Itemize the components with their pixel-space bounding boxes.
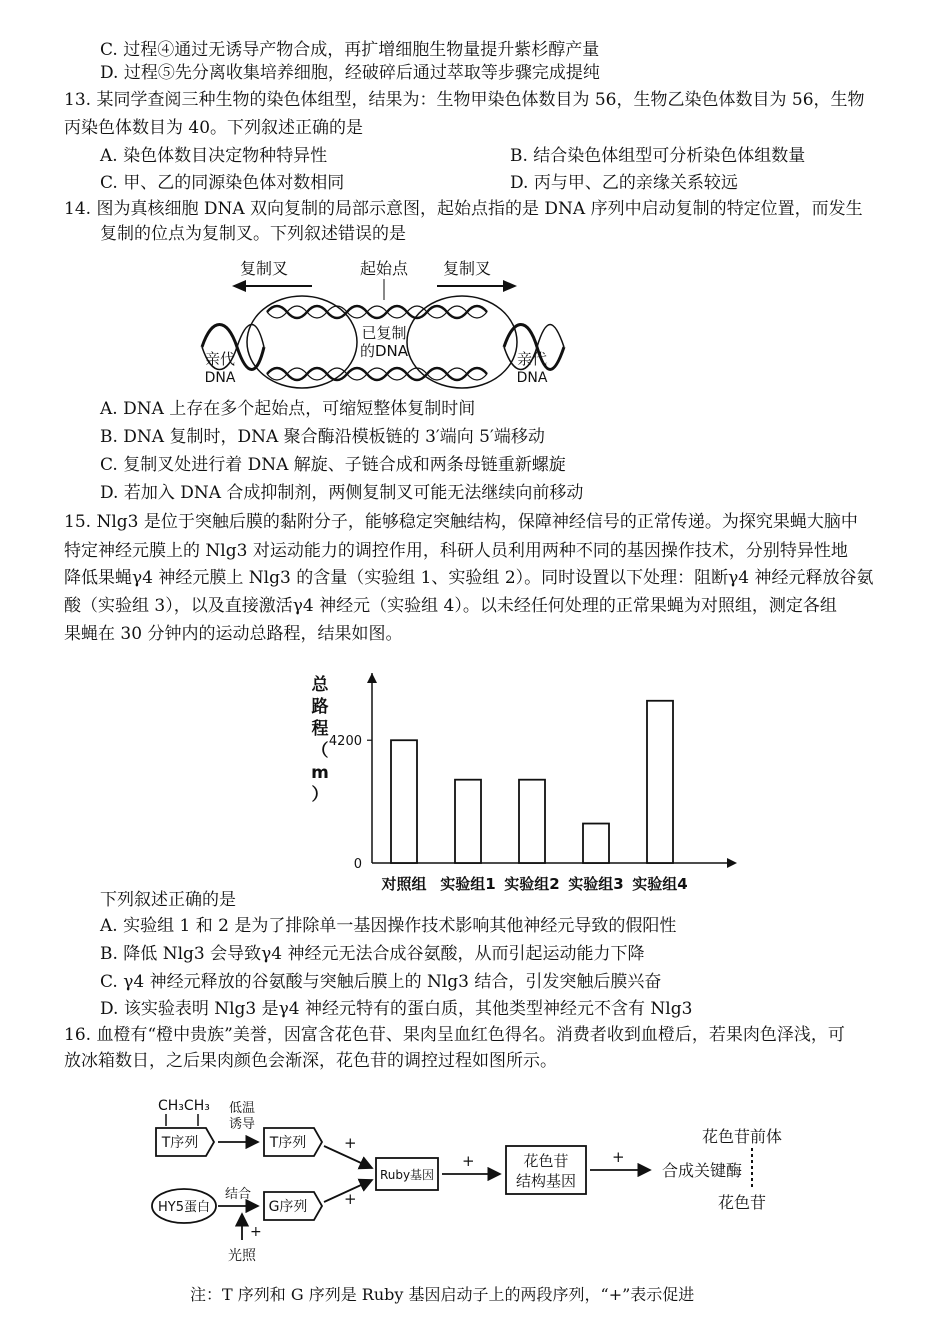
enzyme-label: 合成关键酶 (661, 1161, 743, 1180)
dna-replication-diagram (192, 252, 572, 392)
fork-right-arrow (437, 280, 517, 292)
g-sequence-label: G序列 (268, 1199, 308, 1215)
q15-question: 下列叙述正确的是 (100, 890, 236, 910)
q14-stem-line1: 14. 图为真核细胞 DNA 双向复制的局部示意图，起始点指的是 DNA 序列中启动复制的特定位置，而发生 (64, 199, 863, 219)
q16-note: 注：T 序列和 G 序列是 Ruby 基因启动子上的两段序列，“+”表示促进 (190, 1285, 695, 1304)
q14-option-b: B. DNA 复制时，DNA 聚合酶沿模板链的 3′端向 5′端移动 (100, 427, 545, 447)
product-label: 花色苷 (717, 1193, 767, 1212)
g-promote-plus: + (344, 1190, 357, 1208)
fork-right-label: 复制叉 (442, 259, 492, 278)
precursor-label: 花色苷前体 (701, 1127, 783, 1146)
light-label: 光照 (228, 1248, 256, 1264)
structural-gene-label-2: 结构基因 (515, 1172, 577, 1190)
y-axis-label-char: m (311, 763, 329, 783)
y-axis-label-char: 总 (311, 675, 329, 695)
q13-option-c: C. 甲、乙的同源染色体对数相同 (100, 173, 345, 193)
q14-option-d: D. 若加入 DNA 合成抑制剂，两侧复制叉可能无法继续向前移动 (100, 483, 584, 503)
q14-option-a: A. DNA 上存在多个起始点，可缩短整体复制时间 (100, 399, 476, 419)
replication-bubble-right (407, 296, 517, 388)
parent-label-left-1: 亲代 (204, 350, 236, 368)
low-temp-label-2: 诱导 (228, 1117, 256, 1132)
fork-left-arrow (232, 280, 312, 292)
x-category-label: 实验组3 (568, 875, 624, 893)
methyl-groups-label: CH₃CH₃ (158, 1098, 210, 1114)
parent-label-left-2: DNA (204, 370, 236, 386)
q15-option-a: A. 实验组 1 和 2 是为了排除单一基因操作技术影响其他神经元导致的假阳性 (100, 916, 677, 936)
t-sequence-label-1: T序列 (161, 1135, 199, 1151)
hy5-protein-label: HY5蛋白 (158, 1200, 210, 1215)
structural-gene-label-1: 花色苷 (523, 1152, 569, 1170)
y-tick-label: 0 (353, 857, 362, 872)
q15-option-c: C. γ4 神经元释放的谷氨酸与突触后膜上的 Nlg3 结合，引发突触后膜兴奋 (100, 972, 662, 992)
y-axis-label-char: ） (311, 785, 329, 805)
low-temp-label-1: 低温 (228, 1101, 256, 1116)
daughter-helix-top (267, 306, 487, 318)
bar (647, 701, 673, 863)
fork-left-label: 复制叉 (239, 259, 289, 278)
y-axis-arrow (367, 673, 377, 683)
bar (519, 780, 545, 863)
gene-promote-plus: + (612, 1148, 625, 1166)
bind-label: 结合 (224, 1187, 252, 1202)
t-sequence-label-2: T序列 (269, 1135, 307, 1151)
bar (583, 824, 609, 863)
t-promote-plus: + (344, 1134, 357, 1152)
q15-stem-line4: 酸（实验组 3），以及直接激活γ4 神经元（实验组 4）。以未经任何处理的正常果蝇为对照组，测定各组 (64, 596, 837, 616)
q14-stem-line2: 复制的位点为复制叉。下列叙述错误的是 (100, 224, 406, 244)
q14-option-c: C. 复制叉处进行着 DNA 解旋、子链合成和两条母链重新螺旋 (100, 455, 566, 475)
x-category-label: 实验组4 (632, 875, 688, 893)
replicated-label-2: 的DNA (359, 342, 409, 360)
x-axis-arrow (727, 858, 737, 868)
anthocyanin-pathway-diagram (150, 1090, 790, 1270)
prev-option-d: D. 过程⑤先分离收集培养细胞，经破碎后通过萃取等步骤完成提纯 (100, 63, 600, 83)
x-category-label: 实验组1 (440, 875, 496, 893)
replicated-label-1: 已复制 (361, 324, 407, 342)
q15-stem-line3: 降低果蝇γ4 神经元膜上 Nlg3 的含量（实验组 1、实验组 2）。同时设置以下处理：阻断γ4 神经元释放谷氨 (64, 568, 874, 588)
parent-label-right-1: 亲代 (516, 350, 548, 368)
q16-stem-line2: 放冰箱数日，之后果肉颜色会渐深，花色苷的调控过程如图所示。 (64, 1051, 557, 1071)
y-axis-label-char: 路 (311, 697, 329, 717)
y-axis-label-char: 程 (311, 719, 329, 739)
q13-option-d: D. 丙与甲、乙的亲缘关系较远 (510, 173, 738, 193)
q13-stem-line1: 13. 某同学查阅三种生物的染色体组型，结果为：生物甲染色体数目为 56，生物乙染色体数目为 56，生物 (64, 90, 865, 110)
parent-label-right-2: DNA (516, 370, 548, 386)
q13-option-a: A. 染色体数目决定物种特异性 (100, 146, 328, 166)
ruby-promote-plus: + (462, 1152, 475, 1170)
x-category-label: 对照组 (381, 875, 427, 893)
q15-option-b: B. 降低 Nlg3 会导致γ4 神经元无法合成谷氨酸，从而引起运动能力下降 (100, 944, 645, 964)
daughter-helix-bottom (267, 368, 487, 380)
y-axis-label-char: （ (311, 741, 329, 761)
q13-option-b: B. 结合染色体组型可分析染色体组数量 (510, 146, 806, 166)
bar (391, 740, 417, 863)
bar (455, 780, 481, 863)
light-plus: + (250, 1224, 262, 1240)
q15-stem-line2: 特定神经元膜上的 Nlg3 对运动能力的调控作用，科研人员利用两种不同的基因操作技术，分别特异性地 (64, 541, 848, 561)
y-tick-label: 4200 (328, 734, 362, 750)
distance-bar-chart (300, 660, 760, 895)
q15-stem-line1: 15. Nlg3 是位于突触后膜的黏附分子，能够稳定突触结构，保障神经信号的正常传递。为探究果蝇大脑中 (64, 512, 858, 532)
q13-stem-line2: 丙染色体数目为 40。下列叙述正确的是 (64, 118, 364, 138)
q16-stem-line1: 16. 血橙有“橙中贵族”美誉，因富含花色苷、果肉呈血红色得名。消费者收到血橙后，若果肉色泽浅，可 (64, 1025, 845, 1045)
ruby-gene-label: Ruby基因 (379, 1168, 435, 1182)
q15-option-d: D. 该实验表明 Nlg3 是γ4 神经元特有的蛋白质，其他类型神经元不含有 Nlg3 (100, 999, 693, 1019)
x-category-label: 实验组2 (504, 875, 560, 893)
q15-stem-line5: 果蝇在 30 分钟内的运动总路程，结果如图。 (64, 624, 403, 644)
origin-label: 起始点 (359, 259, 409, 278)
prev-option-c: C. 过程④通过无诱导产物合成，再扩增细胞生物量提升紫杉醇产量 (100, 40, 600, 60)
